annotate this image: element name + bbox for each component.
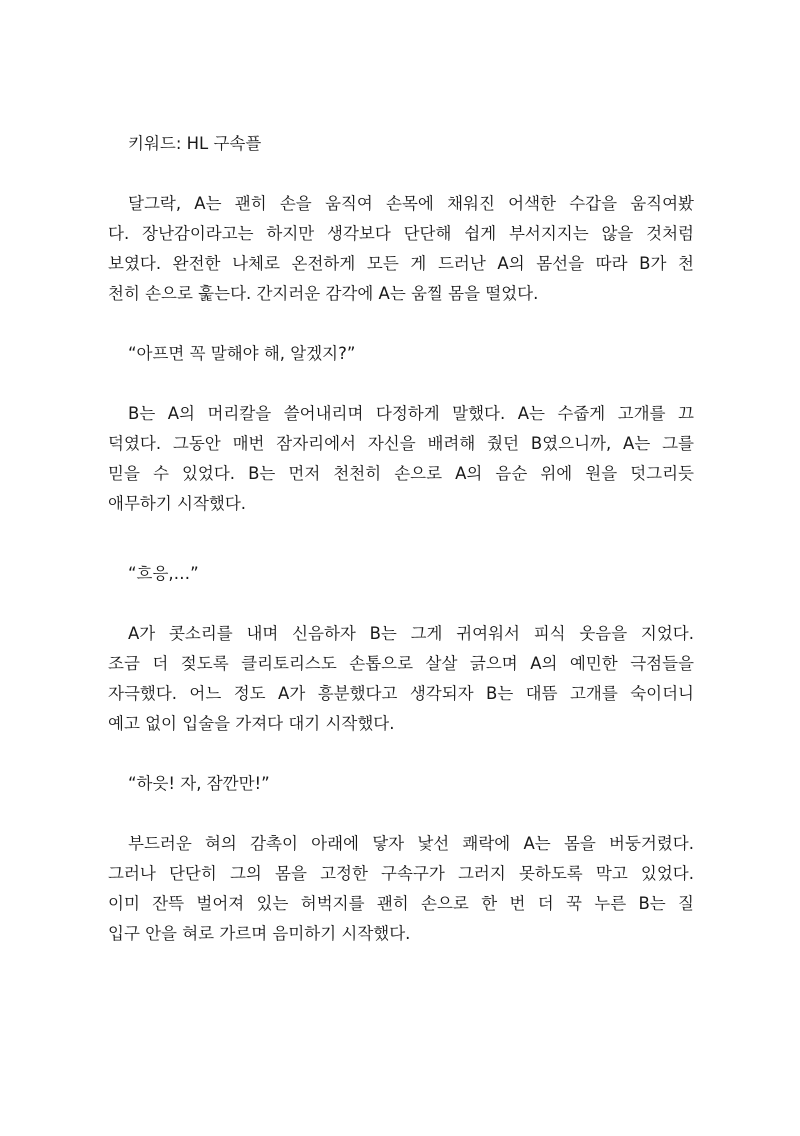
- dialogue-3: [108, 769, 694, 799]
- paragraph-line: 덕였다. 그동안 매번 잠자리에서 자신을 배려해 줬던 B였으니까, A는 그를: [108, 434, 694, 453]
- dialogue-text: “아프면 꼭 말해야 해, 알겠지?”: [128, 344, 356, 363]
- paragraph-line: 보였다. 완전한 나체로 온전하게 모든 게 드러난 A의 몸선을 따라 B가 천: [108, 254, 694, 273]
- paragraph-line: 조금 더 젖도록 클리토리스도 손톱으로 살살 긁으며 A의 예민한 극점들을: [108, 654, 694, 673]
- paragraph-1: [108, 189, 694, 309]
- paragraph-2: [108, 399, 694, 519]
- paragraph-line: 입구 안을 혀로 가르며 음미하기 시작했다.: [108, 924, 411, 943]
- paragraph-line: A가 콧소리를 내며 신음하자 B는 그게 귀여워서 피식 웃음을 지었다.: [128, 624, 694, 643]
- dialogue-text: “하읏! 자, 잠깐만!”: [128, 774, 270, 793]
- dialogue-1: [108, 339, 694, 369]
- paragraph-4: [108, 829, 694, 949]
- paragraph-line: 자극했다. 어느 정도 A가 흥분했다고 생각되자 B는 대뜸 고개를 숙이더니: [108, 684, 694, 703]
- paragraph-line: 이미 잔뜩 벌어져 있는 허벅지를 괜히 손으로 한 번 더 꾹 누른 B는 질: [108, 894, 694, 913]
- paragraph-line: 믿을 수 있었다. B는 먼저 천천히 손으로 A의 음순 위에 원을 덧그리듯: [108, 464, 694, 483]
- paragraph-line: 다. 장난감이라고는 하지만 생각보다 단단해 쉽게 부서지지는 않을 것처럼: [108, 224, 694, 243]
- dialogue-2: [108, 559, 694, 589]
- keyword-line: [108, 129, 694, 159]
- dialogue-text: “흐응,…”: [128, 564, 199, 583]
- paragraph-line: 달그락, A는 괜히 손을 움직여 손목에 채워진 어색한 수갑을 움직여봤: [128, 194, 694, 213]
- paragraph-line: 그러나 단단히 그의 몸을 고정한 구속구가 그러지 못하도록 막고 있었다.: [108, 864, 694, 883]
- paragraph-3: [108, 619, 694, 739]
- paragraph-line: B는 A의 머리칼을 쓸어내리며 다정하게 말했다. A는 수줍게 고개를 끄: [128, 404, 694, 423]
- keyword-text: 키워드: HL 구속플: [128, 134, 262, 153]
- paragraph-line: 천히 손으로 훑는다. 간지러운 감각에 A는 움찔 몸을 떨었다.: [108, 284, 539, 303]
- paragraph-line: 부드러운 혀의 감촉이 아래에 닿자 낯선 쾌락에 A는 몸을 버둥거렸다.: [128, 834, 694, 853]
- paragraph-line: 애무하기 시작했다.: [108, 494, 247, 513]
- paragraph-line: 예고 없이 입술을 가져다 대기 시작했다.: [108, 714, 395, 733]
